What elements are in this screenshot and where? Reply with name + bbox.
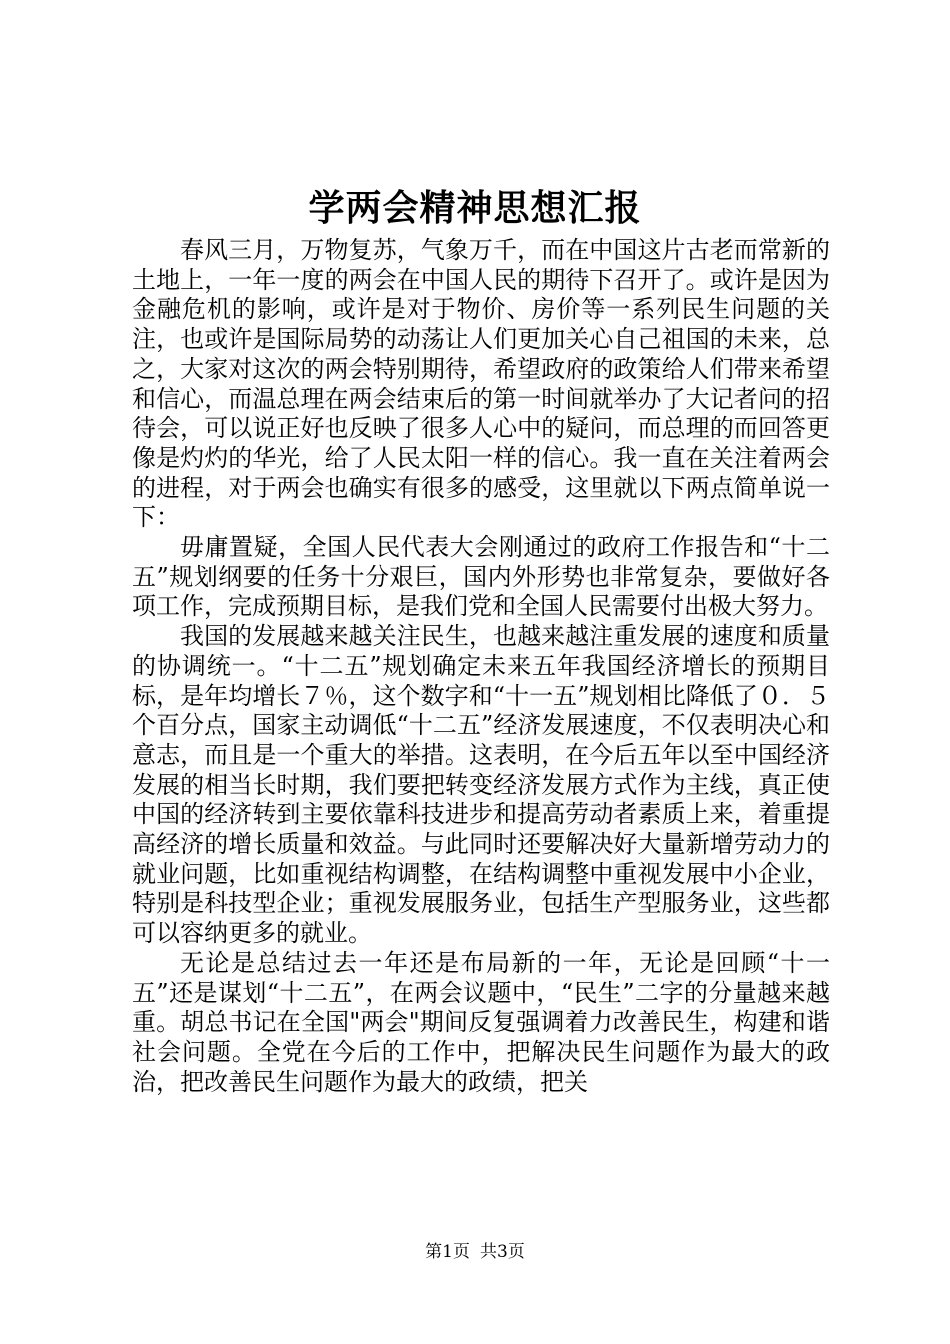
page-number-total: 共3页 bbox=[480, 1242, 525, 1262]
document-body bbox=[132, 236, 830, 1097]
paragraph-livelihood: 无论是总结过去一年还是布局新的一年，无论是回顾“十一五”还是谋划“十二五”，在两会议题中，“民生”二字的分量越来越重。胡总书记在全国"两会"期间反复强调着力改善民生，构建和谐社会问题。全党在今后的工作中，把解决民生问题作为最大的政治，把改善民生问题作为最大的政绩，把关 bbox=[132, 948, 830, 1096]
paragraph-intro: 春风三月，万物复苏，气象万千，而在中国这片古老而常新的土地上，一年一度的两会在中国人民的期待下召开了。或许是因为金融危机的影响，或许是对于物价、房价等一系列民生问题的关注，也或许是国际局势的动荡让人们更加关心自己祖国的未来，总之，大家对这次的两会特别期待，希望政府的政策给人们带来希望和信心，而温总理在两会结束后的第一时间就举办了大记者问的招待会，可以说正好也反映了很多人心中的疑问，而总理的而回答更像是灼灼的华光，给了人民太阳一样的信心。我一直在关注着两会的进程，对于两会也确实有很多的感受，这里就以下两点简单说一下： bbox=[132, 236, 830, 532]
document-title: 学两会精神思想汇报 bbox=[308, 187, 642, 229]
page-number-current: 第1页 bbox=[425, 1242, 470, 1262]
paragraph-task: 毋庸置疑，全国人民代表大会刚通过的政府工作报告和“十二五”规划纲要的任务十分艰巨，国内外形势也非常复杂，要做好各项工作，完成预期目标，是我们党和全国人民需要付出极大努力。 bbox=[132, 533, 830, 621]
paragraph-development: 我国的发展越来越关注民生，也越来越注重发展的速度和质量的协调统一。“十二五”规划确定未来五年我国经济增长的预期目标，是年均增长７％，这个数字和“十一五”规划相比降低了０．５个百分点，国家主动调低“十二五”经济发展速度，不仅表明决心和意志，而且是一个重大的举措。这表明，在今后五年以至中国经济发展的相当长时期，我们要把转变经济发展方式作为主线，真正使中国的经济转到主要依靠科技进步和提高劳动者素质上来，着重提高经济的增长质量和效益。与此同时还要解决好大量新增劳动力的就业问题，比如重视结构调整，在结构调整中重视发展中小企业，特别是科技型企业；重视发展服务业，包括生产型服务业，这些都可以容纳更多的就业。 bbox=[132, 622, 830, 948]
page-footer bbox=[0, 1240, 950, 1264]
